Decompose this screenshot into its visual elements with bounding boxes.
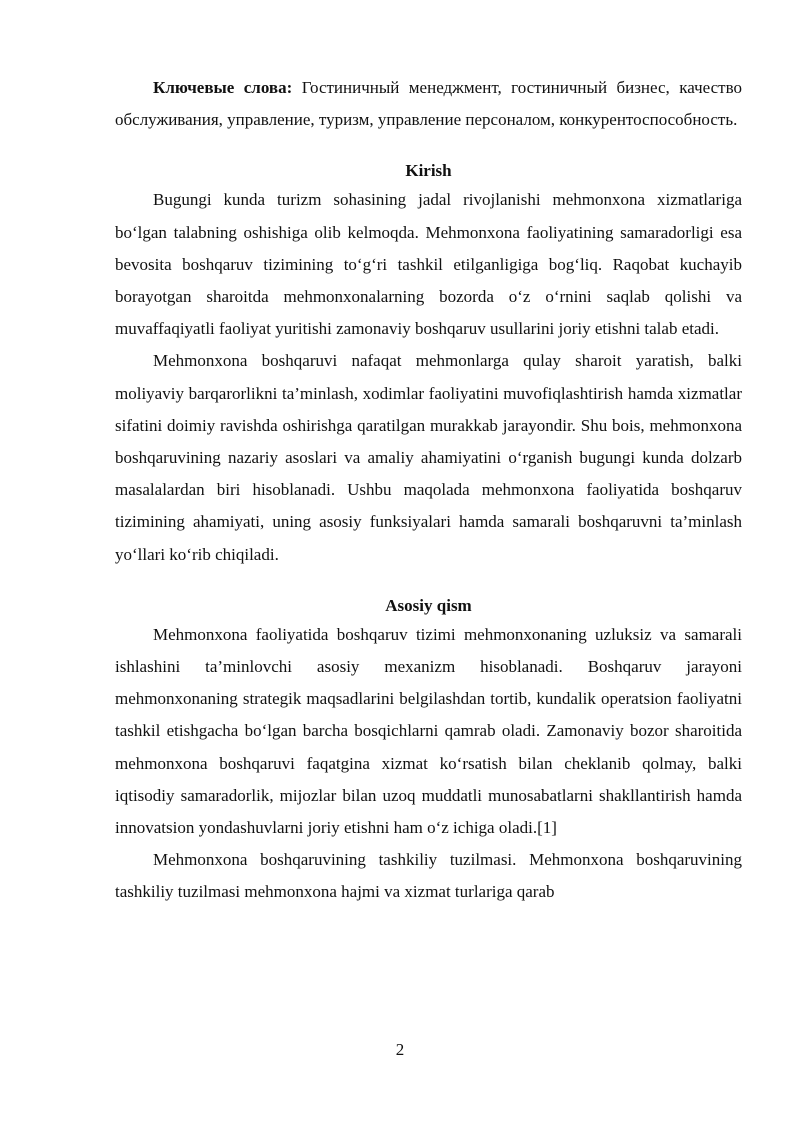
body-paragraph: Mehmonxona boshqaruvi nafaqat mehmonlarga qulay sharoit yaratish, balki moliyaviy barqarorlikni ta’minlash, xodimlar faoliyatini muvofiqlashtirish hamda xizmatlar sifatini doimiy ravishda oshirishga qaratilgan murakkab jarayondir. Shu bois, mehmonxona boshqaruvining nazariy asoslari va amaliy ahamiyatini o‘rganish bugungi kunda dolzarb masalalardan biri hisoblanadi. Ushbu maqolada mehmonxona faoliyatida boshqaruv tizimining ahamiyati, uning asosiy funksiyalari hamda samarali boshqaruvni ta’minlash yo‘llari ko‘rib chiqiladi. <box>115 351 742 564</box>
keywords-paragraph <box>115 72 742 136</box>
section-heading-kirish: Kirish <box>405 161 452 181</box>
page-number: 2 <box>395 1040 405 1059</box>
body-paragraph: Mehmonxona faoliyatida boshqaruv tizimi mehmonxonaning uzluksiz va samarali ishlashini ta’minlovchi asosiy mexanizm hisoblanadi. Boshqaruv jarayoni mehmonxonaning strategik maqsadlarini belgilashdan tortib, kundalik operatsion faoliyatni tashkil etishgacha bo‘lgan barcha bosqichlarni qamrab oladi. Zamonaviy bozor sharoitida mehmonxona boshqaruvi faqatgina xizmat ko‘rsatish bilan cheklanib qolmay, balki iqtisodiy samaradorlik, mijozlar bilan uzoq muddatli munosabatlarni shakllantirish hamda innovatsion yondashuvlarni joriy etishni ham o‘z ichiga oladi.[1] <box>115 624 742 838</box>
body-paragraph: Mehmonxona boshqaruvining tashkiliy tuzilmasi. Mehmonxona boshqaruvining tashkiliy tuzilmasi mehmonxona hajmi va xizmat turlariga qarab <box>115 850 742 902</box>
section-heading-asosiy-qism: Asosiy qism <box>385 595 472 615</box>
keywords-label: Ключевые слова: <box>153 78 293 97</box>
document-page <box>115 72 742 909</box>
body-paragraph: Bugungi kunda turizm sohasining jadal rivojlanishi mehmonxona xizmatlariga bo‘lgan talabning oshishiga olib kelmoqda. Mehmonxona faoliyatining samaradorligi esa bevosita boshqaruv tizimining to‘g‘ri tashkil etilganligiga bog‘liq. Raqobat kuchayib borayotgan sharoitda mehmonxonalarning bozorda o‘z o‘rnini saqlab qolishi va muvaffaqiyatli faoliyat yuritishi zamonaviy boshqaruv usullarini joriy etishni talab etadi. <box>115 190 742 339</box>
keywords-text: Гостиничный менеджмент, гостиничный бизнес, качество обслуживания, управление, туризм, управление персоналом, конкурентоспособность. <box>115 78 742 130</box>
